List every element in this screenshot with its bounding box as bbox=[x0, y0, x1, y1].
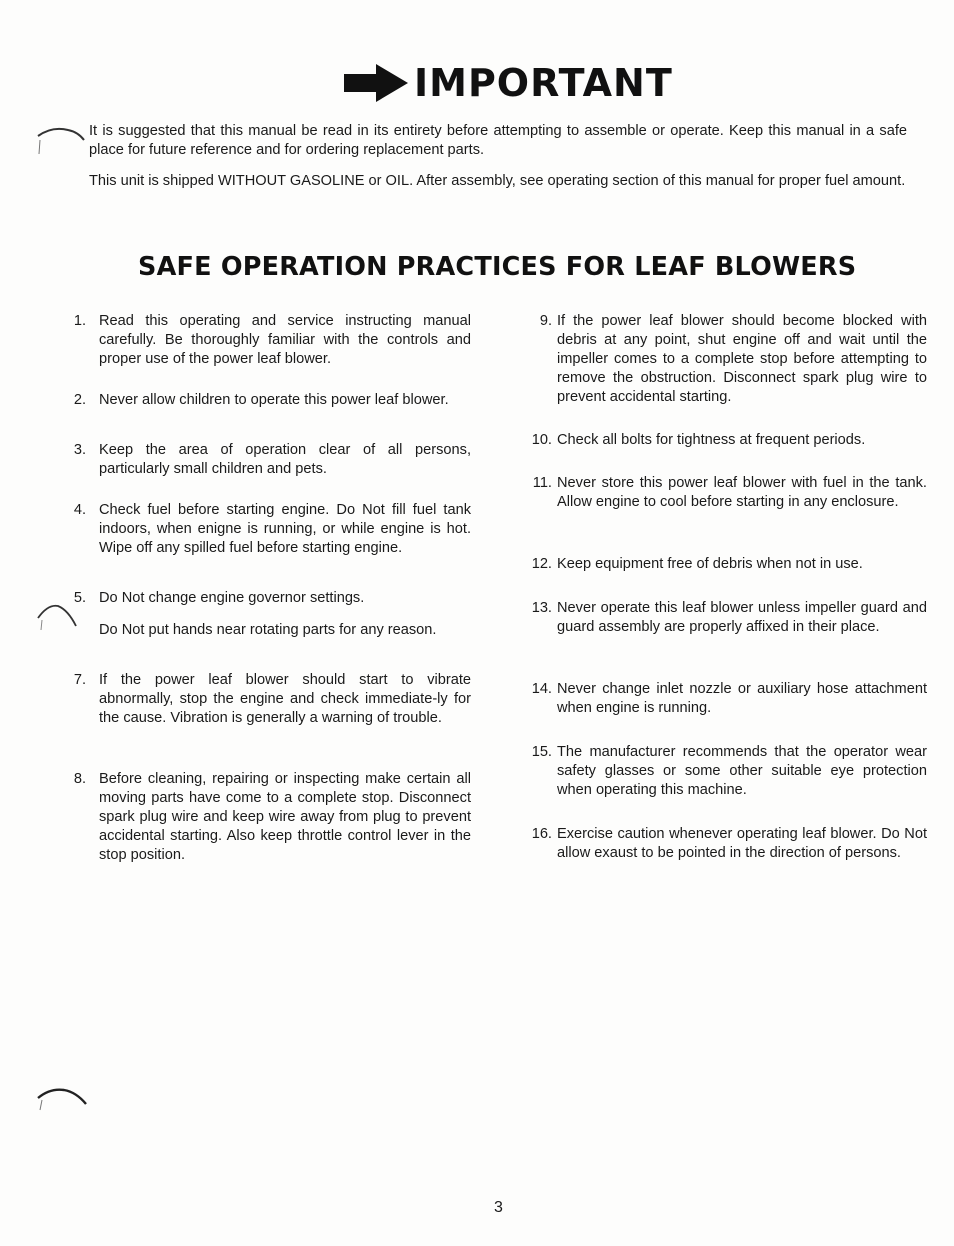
intro-paragraph: This unit is shipped WITHOUT GASOLINE or OIL. After assembly, see operating section of this manual for proper fuel amount. bbox=[89, 173, 906, 189]
item-text: If the power leaf blower should start to vibrate abnormally, stop the engine and check immediate-ly for the cause. Vibration is generally a warning of trouble. bbox=[99, 672, 471, 726]
item-number: 16. bbox=[531, 826, 552, 842]
item-text: Keep the area of operation clear of all persons, particularly small children and pets. bbox=[99, 442, 471, 477]
item-number: 5. bbox=[73, 590, 86, 606]
item-text: Never operate this leaf blower unless impeller guard and guard assembly are properly affixed in their place. bbox=[557, 600, 927, 635]
intro-paragraph: It is suggested that this manual be read in its entirety before attempting to assemble or operate. Keep this manual in a safe place for future reference and for ordering replacement parts. bbox=[89, 123, 907, 158]
important-header bbox=[340, 60, 673, 106]
item-number: 3. bbox=[73, 442, 86, 458]
item-number: 8. bbox=[73, 771, 86, 787]
item-number: 15. bbox=[531, 744, 552, 760]
item-number: 7. bbox=[73, 672, 86, 688]
item-text: Never allow children to operate this power leaf blower. bbox=[99, 392, 449, 408]
item-number: 12. bbox=[531, 556, 552, 572]
item-number: 13. bbox=[531, 600, 552, 616]
item-text: Before cleaning, repairing or inspecting make certain all moving parts have come to a complete stop. Disconnect spark plug wire and keep wire away from plug to prevent accidental starting. Also keep throttle control lever in the stop position. bbox=[99, 771, 471, 863]
item-text: Exercise caution whenever operating leaf blower. Do Not allow exaust to be pointed in the direction of persons. bbox=[557, 826, 927, 861]
item-number: 10. bbox=[531, 432, 552, 448]
item-text: The manufacturer recommends that the operator wear safety glasses or some other suitable eye protection when operating this machine. bbox=[557, 744, 927, 798]
item-text: Do Not change engine governor settings. bbox=[99, 590, 365, 606]
right-arrow-icon bbox=[340, 62, 412, 104]
item-text: Never change inlet nozzle or auxiliary hose attachment when engine is running. bbox=[557, 681, 927, 716]
important-title: IMPORTANT bbox=[414, 61, 673, 105]
item-number: 14. bbox=[531, 681, 552, 697]
item-text: Check all bolts for tightness at frequent periods. bbox=[557, 432, 866, 448]
pencil-mark-icon bbox=[34, 1082, 90, 1112]
item-text: If the power leaf blower should become blocked with debris at any point, shut engine off and wait until the impeller comes to a complete stop before attempting to remove the obstruction. Disconnect spark plug wire to prevent accidental starting. bbox=[557, 313, 927, 405]
item-number: 11. bbox=[532, 475, 552, 491]
item-text: Never store this power leaf blower with fuel in the tank. Allow engine to cool before starting in any enclosure. bbox=[557, 475, 927, 510]
item-text: Check fuel before starting engine. Do Not fill fuel tank indoors, when enigne is running, or while engine is hot. Wipe off any spilled fuel before starting engine. bbox=[99, 502, 471, 556]
item-number: 2. bbox=[73, 392, 86, 408]
item-number: 4. bbox=[73, 502, 86, 518]
item-number: 9. bbox=[539, 313, 552, 329]
item-text: Do Not put hands near rotating parts for any reason. bbox=[99, 622, 437, 638]
pencil-mark-icon bbox=[34, 118, 90, 158]
item-text: Keep equipment free of debris when not in use. bbox=[557, 556, 863, 572]
item-number: 1. bbox=[73, 313, 86, 329]
item-text: Read this operating and service instructing manual carefully. Be thoroughly familiar with the controls and proper use of the power leaf blower. bbox=[99, 313, 471, 367]
page-number: 3 bbox=[494, 1199, 503, 1216]
section-title: SAFE OPERATION PRACTICES FOR LEAF BLOWERS bbox=[138, 252, 857, 282]
